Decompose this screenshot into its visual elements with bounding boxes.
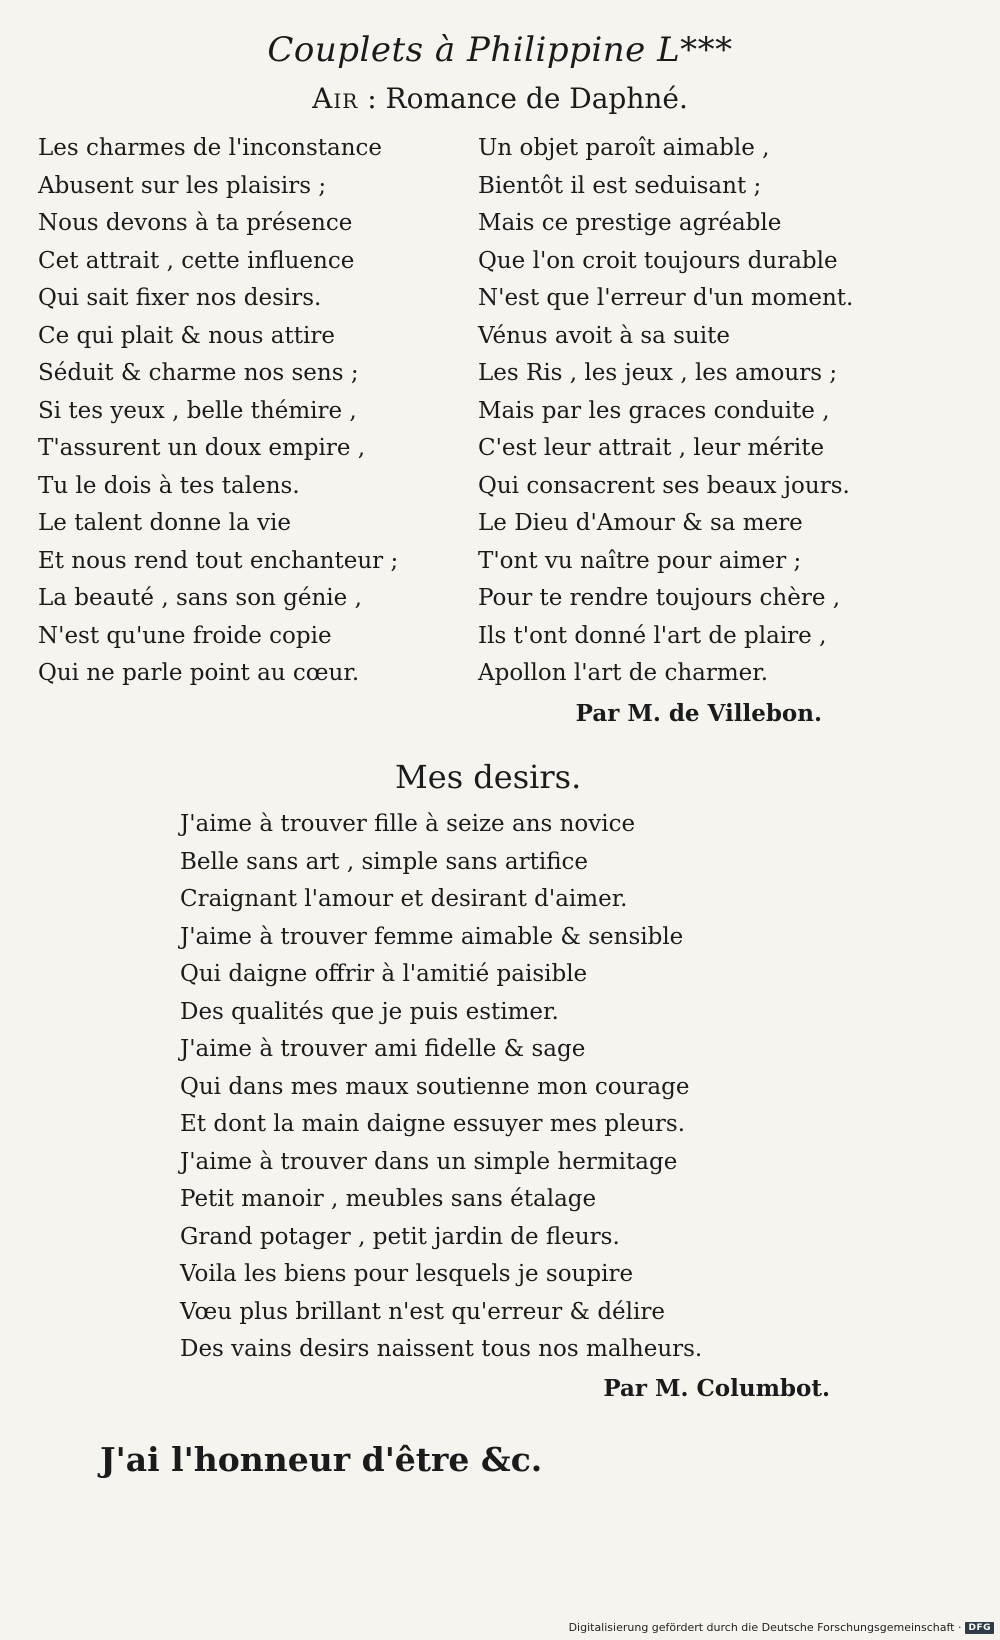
verse-line: C'est leur attrait , leur mérite xyxy=(478,435,825,461)
air-label: Air xyxy=(312,82,359,115)
verse-line: Mais par les graces conduite , xyxy=(478,397,830,424)
verse-line: Qui consacrent ses beaux jours. xyxy=(478,472,850,499)
verse-line: Ce qui plait & nous attire xyxy=(38,322,335,349)
verse-line: Qui ne parle point au cœur. xyxy=(38,660,360,686)
verse-line: La beauté , sans son génie , xyxy=(38,585,362,611)
verse-line: Petit manoir , meubles sans étalage xyxy=(180,1186,597,1212)
verse-line: J'aime à trouver femme aimable & sensible xyxy=(180,923,684,950)
verse-line: Pour te rendre toujours chère , xyxy=(478,585,841,611)
verse-line: Un objet paroît aimable , xyxy=(478,135,770,161)
verse-line: N'est que l'erreur d'un moment. xyxy=(478,285,854,311)
verse-line: Vœu plus brillant n'est qu'erreur & délire xyxy=(180,1298,665,1325)
verse-line: Craignant l'amour et desirant d'aimer. xyxy=(180,886,628,912)
poem1-signature: Par M. de Villebon. xyxy=(575,700,822,727)
verse-line: Que l'on croit toujours durable xyxy=(478,247,838,274)
verse-line: N'est qu'une froide copie xyxy=(38,622,332,649)
poem2-body xyxy=(180,806,820,1369)
verse-line: Des vains desirs naissent tous nos malheurs. xyxy=(180,1336,703,1362)
poem1-left-column xyxy=(38,130,458,693)
poem2-signature: Par M. Columbot. xyxy=(603,1375,830,1402)
verse-line: Les Ris , les jeux , les amours ; xyxy=(478,360,838,386)
verse-line: Bientôt il est seduisant ; xyxy=(478,172,762,199)
verse-line: Abusent sur les plaisirs ; xyxy=(38,172,327,199)
verse-line: Qui sait fixer nos desirs. xyxy=(38,285,322,311)
verse-line: Mais ce prestige agréable xyxy=(478,210,782,236)
verse-line: T'ont vu naître pour aimer ; xyxy=(478,547,802,574)
verse-line: J'aime à trouver fille à seize ans novice xyxy=(180,811,636,837)
digitization-footer xyxy=(569,1621,994,1634)
verse-line: Voila les biens pour lesquels je soupire xyxy=(180,1261,634,1287)
verse-line: Et nous rend tout enchanteur ; xyxy=(38,547,399,574)
verse-line: Qui daigne offrir à l'amitié paisible xyxy=(180,961,588,987)
verse-line: Tu le dois à tes talens. xyxy=(38,472,300,499)
dfg-logo-icon: DFG xyxy=(965,1622,994,1634)
verse-line: Des qualités que je puis estimer. xyxy=(180,998,559,1025)
verse-line: Les charmes de l'inconstance xyxy=(38,135,383,161)
verse-line: Séduit & charme nos sens ; xyxy=(38,360,359,386)
air-heading xyxy=(0,82,1000,115)
verse-line: J'aime à trouver ami fidelle & sage xyxy=(180,1036,586,1062)
verse-line: J'aime à trouver dans un simple hermitage xyxy=(180,1148,678,1175)
air-text: : Romance de Daphné. xyxy=(367,82,688,115)
verse-line: Le Dieu d'Amour & sa mere xyxy=(478,510,803,536)
verse-line: Cet attrait , cette influence xyxy=(38,247,355,274)
verse-line: Belle sans art , simple sans artifice xyxy=(180,848,589,875)
poem2-title: Mes desirs. xyxy=(395,758,582,796)
closing-line: J'ai l'honneur d'être &c. xyxy=(100,1440,543,1479)
verse-line: Ils t'ont donné l'art de plaire , xyxy=(478,622,827,649)
poem1-right-column xyxy=(478,130,878,693)
page-title: Couplets à Philippine L*** xyxy=(267,30,733,70)
verse-line: Si tes yeux , belle thémire , xyxy=(38,397,357,424)
verse-line: Apollon l'art de charmer. xyxy=(478,660,769,686)
verse-line: Qui dans mes maux soutienne mon courage xyxy=(180,1073,690,1100)
verse-line: Le talent donne la vie xyxy=(38,510,291,536)
footer-text: Digitalisierung gefördert durch die Deutsche Forschungsgemeinschaft · xyxy=(568,1621,962,1634)
verse-line: Vénus avoit à sa suite xyxy=(478,322,730,349)
verse-line: Grand potager , petit jardin de fleurs. xyxy=(180,1223,620,1250)
verse-line: Nous devons à ta présence xyxy=(38,210,353,236)
verse-line: Et dont la main daigne essuyer mes pleurs. xyxy=(180,1111,686,1137)
verse-line: T'assurent un doux empire , xyxy=(38,435,366,461)
